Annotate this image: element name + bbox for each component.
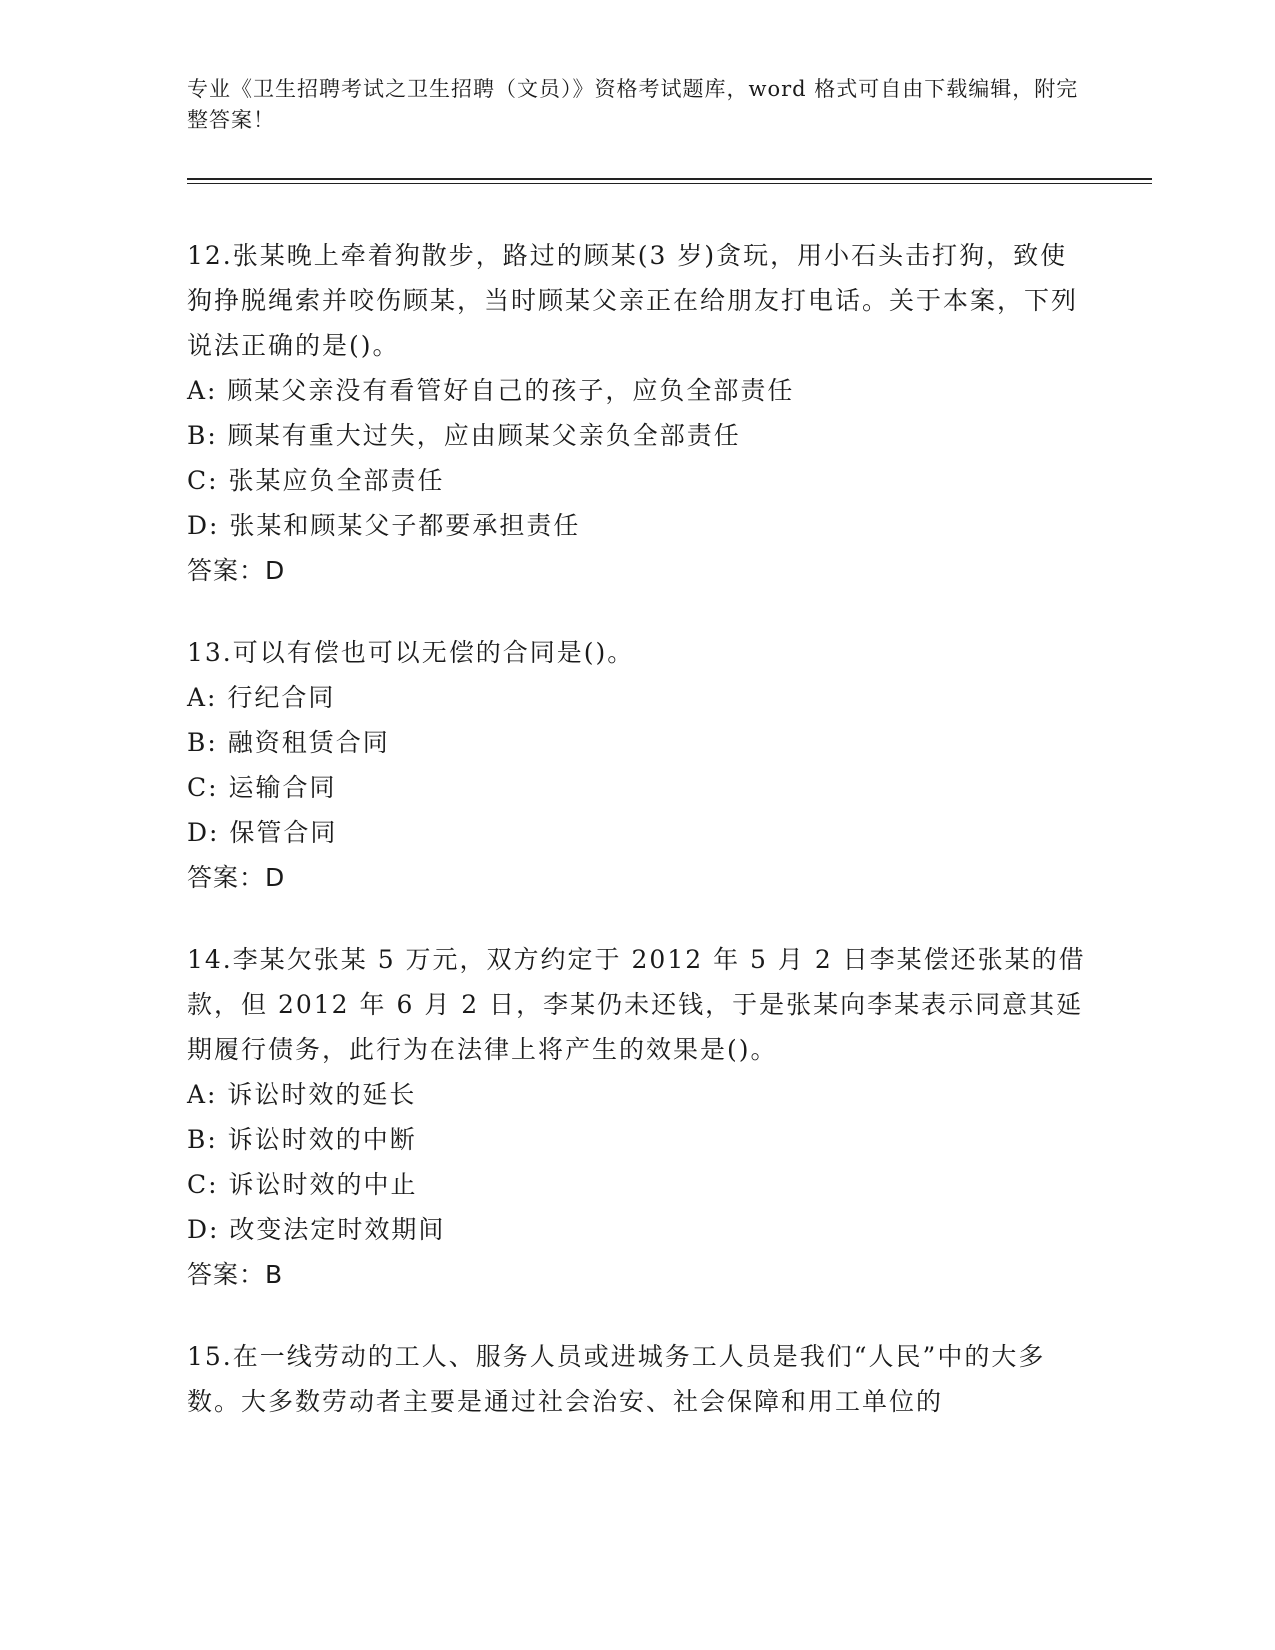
question-15 <box>187 1334 1087 1424</box>
option-d: D: 保管合同 <box>187 818 338 847</box>
document-header: 专业《卫生招聘考试之卫生招聘（文员）》资格考试题库，word 格式可自由下载编辑，附完整答案！ <box>187 77 1079 132</box>
answer-line: 答案：B <box>187 1260 284 1289</box>
option-a: A: 行纪合同 <box>187 683 336 712</box>
option-b: B: 融资租赁合同 <box>187 728 390 757</box>
option-c: C: 诉讼时效的中止 <box>187 1170 418 1199</box>
question-13 <box>187 630 1087 901</box>
option-b: B: 诉讼时效的中断 <box>187 1125 417 1154</box>
option-c: C: 运输合同 <box>187 773 337 802</box>
option-c: C: 张某应负全部责任 <box>187 466 445 495</box>
option-b: B: 顾某有重大过失，应由顾某父亲负全部责任 <box>187 421 741 450</box>
header-divider <box>187 178 1152 184</box>
question-14 <box>187 937 1087 1298</box>
answer-line: 答案：D <box>187 556 286 585</box>
question-stem: 14.李某欠张某 5 万元，双方约定于 2012 年 5 月 2 日李某偿还张某的借款，但 2012 年 6 月 2 日，李某仍未还钱，于是张某向李某表示同意其延期履行债务，此行为在法律上将产生的效果是()。 <box>187 945 1086 1064</box>
answer-line: 答案：D <box>187 863 286 892</box>
question-12 <box>187 233 1087 594</box>
question-stem: 15.在一线劳动的工人、服务人员或进城务工人员是我们“人民”中的大多数。大多数劳动者主要是通过社会治安、社会保障和用工单位的 <box>187 1342 1046 1416</box>
option-d: D: 改变法定时效期间 <box>187 1215 446 1244</box>
option-d: D: 张某和顾某父子都要承担责任 <box>187 511 581 540</box>
option-a: A: 诉讼时效的延长 <box>187 1080 417 1109</box>
question-stem: 13.可以有偿也可以无偿的合同是()。 <box>187 638 635 667</box>
question-list <box>187 233 1087 1460</box>
question-stem: 12.张某晚上牵着狗散步，路过的顾某(3 岁)贪玩，用小石头击打狗，致使狗挣脱绳索并咬伤顾某，当时顾某父亲正在给朋友打电话。关于本案，下列说法正确的是()。 <box>187 241 1079 360</box>
option-a: A: 顾某父亲没有看管好自己的孩子，应负全部责任 <box>187 376 795 405</box>
